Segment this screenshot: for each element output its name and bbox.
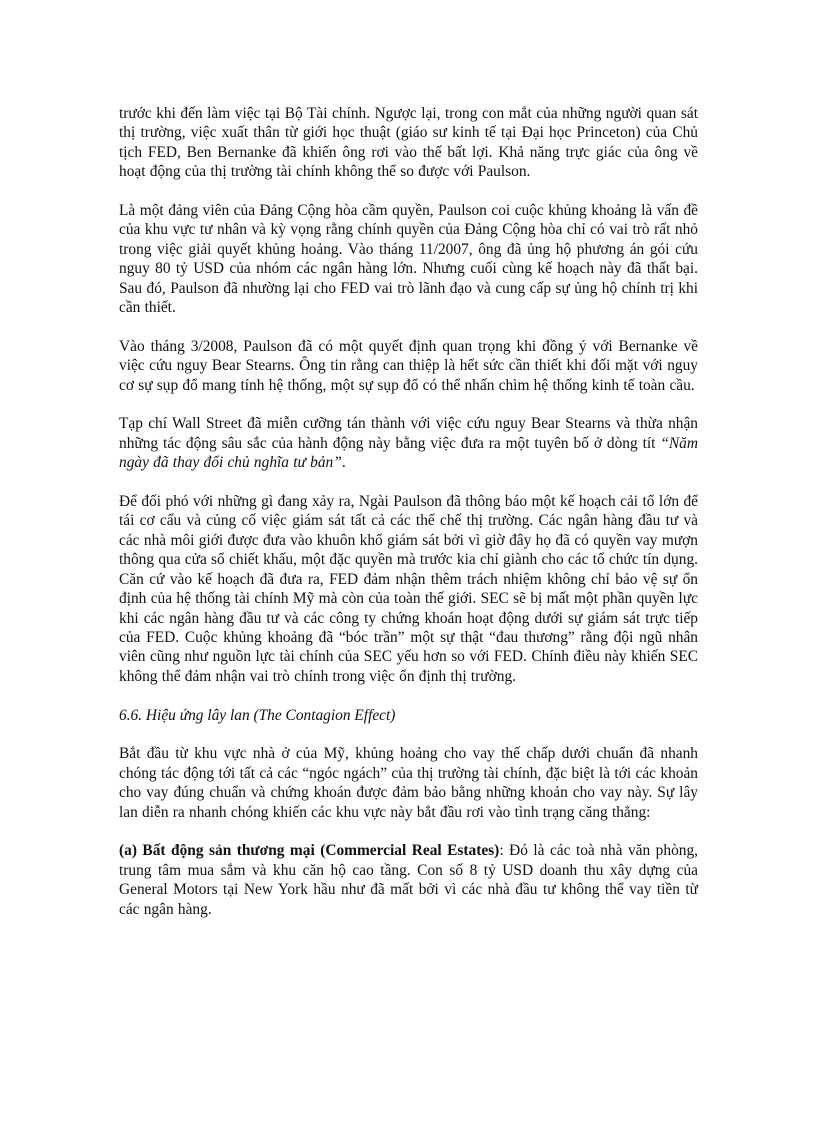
paragraph-commercial-real-estate — [119, 841, 698, 919]
paragraph-republican-party: Là một đảng viên của Đảng Cộng hòa cầm quyền, Paulson coi cuộc khủng khoảng là vấn đề của khu vực tư nhân và kỳ vọng rằng chính quyền của Đảng Cộng hòa chỉ có vai trò rất nhỏ trong việc giải quyết khủng hoảng. Vào tháng 11/2007, ông đã ủng hộ phương án gói cứu nguy 80 tỷ USD của nhóm các ngân hàng lớn. Nhưng cuối cùng kế hoạch này đã thất bại. Sau đó, Paulson đã nhường lại cho FED vai trò lãnh đạo và cung cấp sự ủng hộ chính trị khi cần thiết. — [119, 202, 698, 317]
paragraph-reform-plan: Để đối phó với những gì đang xảy ra, Ngài Paulson đã thông báo một kế hoạch cải tổ lớn để tái cơ cấu và củng cố việc giám sát tất cả các thể chế thị trường. Các ngân hàng đầu tư và các nhà môi giới được đưa vào khuôn khổ giám sát bởi vì giờ đây họ đã có quyền vay mượn thông qua cửa sổ chiết khấu, một đặc quyền mà trước kia chỉ giành cho các tổ chức tín dụng. Căn cứ vào kế hoạch đã đưa ra, FED đảm nhận thêm trách nhiệm không chỉ bảo vệ sự ổn định của hệ thống tài chính Mỹ mà còn của toàn thế giới. SEC sẽ bị mất một phần quyền lực khi các ngân hàng đầu tư và các công ty chứng khoán hoạt động dưới sự giám sát trực tiếp của FED. Cuộc khủng khoảng đã “bóc trần” một sự thật “đau thương” rằng đội ngũ nhân viên cũng như nguồn lực tài chính của SEC yếu hơn so với FED. Chính điều này khiến SEC không thể đảm nhận vai trò chính trong việc ổn định thị trường. — [119, 493, 698, 685]
paragraph-contagion-intro: Bắt đầu từ khu vực nhà ở của Mỹ, khủng hoảng cho vay thế chấp dưới chuẩn đã nhanh chóng tác động tới tất cả các “ngóc ngách” của thị trường tài chính, đặc biệt là tới các khoản cho vay đúng chuẩn và chứng khoán được đảm bảo bằng những khoản cho vay này. Sự lây lan diễn ra nhanh chóng khiến các khu vực này bắt đầu rơi vào tình trạng căng thẳng: — [119, 745, 698, 821]
paragraph-wall-street-journal — [119, 414, 698, 472]
paragraph-paulson-background: trước khi đến làm việc tại Bộ Tài chính. Ngược lại, trong con mắt của những người quan sát thị trường, việc xuất thân từ giới học thuật (giáo sư kinh tế tại Đại học Princeton) của Chủ tịch FED, Ben Bernanke đã khiến ông rơi vào thế bất lợi. Khả năng trực giác của ông về hoạt động của thị trường tài chính không thể so được với Paulson. — [119, 105, 698, 181]
wsj-text: Tạp chí Wall Street đã miễn cưỡng tán thành với việc cứu nguy Bear Stearns và thừa nhận những tác động sâu sắc của hành động này bằng việc đưa ra một tuyên bố ở dòng tít — [119, 415, 698, 452]
wsj-headline-quote: “Năm ngày đã thay đổi chủ nghĩa tư bản” — [119, 434, 698, 472]
wsj-end: . — [341, 454, 346, 472]
commercial-real-estate-lead: (a) Bất động sản thương mại (Commercial Real Estates) — [119, 842, 500, 860]
paragraph-bear-stearns-decision: Vào tháng 3/2008, Paulson đã có một quyết định quan trọng khi đồng ý với Bernanke về việc cứu nguy Bear Stearns. Ông tin rằng can thiệp là hết sức cần thiết khi đối mặt với nguy cơ sự sụp đổ mang tính hệ thống, một sự sụp đổ có thể nhấn chìm hệ thống kinh tế toàn cầu. — [119, 337, 698, 394]
section-heading-contagion: 6.6. Hiệu ứng lây lan (The Contagion Effect) — [119, 706, 396, 724]
commercial-real-estate-text: : Đó là các toà nhà văn phòng, trung tâm mua sắm và khu căn hộ cao tầng. Con số 8 tỷ USD doanh thu xây dựng của General Motors tại New York hầu như đã mất bởi vì các nhà đầu tư không thể vay tiền từ các ngân hàng. — [119, 842, 699, 918]
